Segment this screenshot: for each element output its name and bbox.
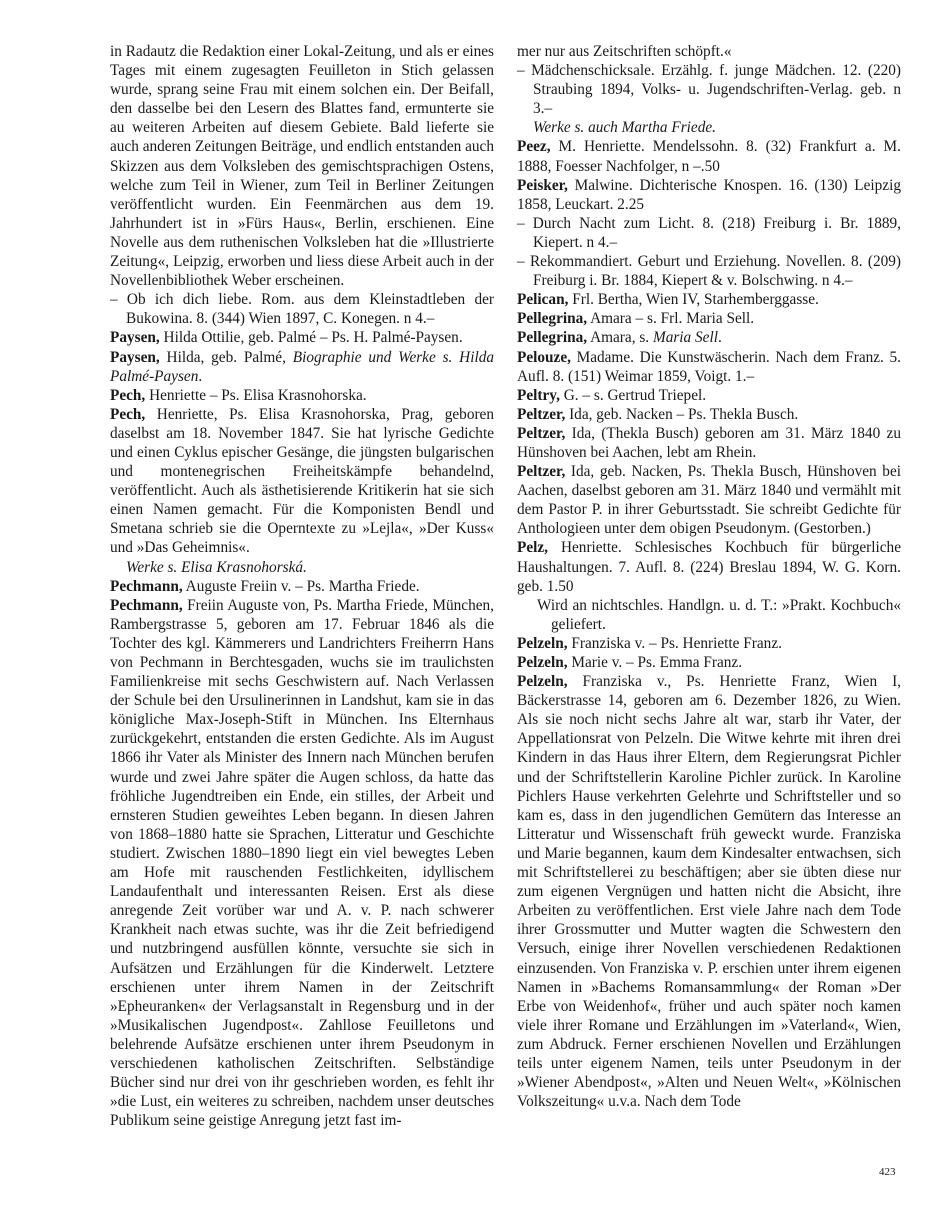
book-entry [517, 252, 901, 290]
text: Madame. Die Kunstwäscherin. Nach dem Franz. 5. Aufl. 8. (151) Weimar 1859, Voigt. 1.– [517, 348, 901, 385]
tail: . [198, 367, 203, 385]
entry-pechmann-1 [110, 577, 494, 596]
entry-peltzer-1 [517, 405, 901, 424]
text: Malwine. Dichterische Knospen. 16. (130) Leipzig 1858, Leuckart. 2.25 [517, 176, 901, 213]
text: G. – s. Gertrud Triepel. [559, 386, 707, 404]
text: Henriette. Schlesisches Kochbuch für bürgerliche Haushaltungen. 7. Aufl. 8. (224) Breslau 1894, W. G. Korn. geb. 1.50 [517, 539, 901, 595]
entry-peltry [517, 386, 901, 405]
works-reference [110, 558, 494, 577]
entry-headword: Peltzer, [517, 463, 566, 481]
entry-headword: Pelouze, [517, 348, 571, 366]
text: Wird an nichtschles. Handlgn. u. d. T.: »Prakt. Kochbuch« geliefert. [537, 596, 901, 633]
text: Franziska v., Ps. Henriette Franz, Wien I, Bäckerstrasse 14, geboren am 6. Dezember 1826, zu Wien. Als sie noch nicht sechs Jahre alt war, starb ihr Vater, der Appellationsrat von Pelzeln. Die Witwe kehrte mit ihren drei Kindern in das Haus ihrer Eltern, dem Regierungsrat Pichler und der Schriftstellerin Karoline Pichler zurück. In Karoline Pichlers Hause verkehrten Gelehrte und Schriftsteller und so kam es, dass in den jugendlichen Gemütern das Interesse an Litteratur und Wissenschaft früh geweckt wurde. Franziska und Marie begannen, kaum dem Kindesalter entwachsen, sich mit Schriftstellerei zu beschäftigen; aber sie übten diese nur zum eigenen Vergnügen und hatten nicht die Absicht, ihre Arbeiten zu veröffentlichen. Erst viele Jahre nach dem Tode ihrer Grossmutter und Mutter wagten die Schwestern den Versuch, einige ihrer Novellen verschiedenen Redaktionen einzusenden. Von Franziska v. P. erschien unter ihrem eigenen Namen in »Bachems Romansammlung« der Roman »Der Erbe von Weidenhof«, früher und auch später noch kamen viele ihrer Romane und Erzählungen im »Vaterland«, Wien, zum Abdruck. Ferner erschienen Novellen und Erzählungen teils unter eigenem Namen, teils unter Pseudonym in der »Wiener Abendpost«, »Alten und Neuen Welt«, »Kölnischen Volkszeitung« u.v.a. Nach dem Tode [517, 673, 901, 1111]
paragraph-continuation [110, 42, 494, 290]
book-entry [517, 214, 901, 252]
entry-headword: Paysen, [110, 329, 160, 347]
text: Amara, s. [587, 329, 653, 347]
entry-pechmann-2 [110, 596, 494, 1131]
text: Amara – s. Frl. Maria Sell. [587, 310, 755, 328]
entry-headword: Pelz, [517, 539, 548, 557]
entry-headword: Pelzeln, [517, 673, 568, 691]
entry-paysen-1 [110, 328, 494, 347]
ital: Werke s. Elisa Krasnohorská. [126, 558, 307, 576]
book-entry [110, 290, 494, 328]
book-entry [517, 61, 901, 118]
works-reference [517, 118, 901, 137]
left-column [110, 42, 494, 1130]
entry-peltzer-3 [517, 462, 901, 538]
entry-pech-1 [110, 386, 494, 405]
text: Henriette, Ps. Elisa Krasnohorska, Prag, geboren daselbst am 18. November 1847. Sie hat lyrische Gedichte und einen Cyklus epischer Gesänge, die jüngsten bulgarischen und montenegrischen Freiheitskämpfe behandelnd, veröffentlicht. Auch als ästhetisierende Kritikerin hat sie sich einen Namen gemacht. Für die Komponisten Bendl und Smetana schrieb sie die Operntexte zu »Lejla«, »Der Kuss« und »Das Geheimnis«. [110, 405, 494, 557]
ital: Werke s. auch Martha Friede. [533, 119, 716, 137]
ital: Maria Sell [652, 329, 718, 347]
entry-peez [517, 137, 901, 175]
text: Hilda Ottilie, geb. Palmé – Ps. H. Palmé-Paysen. [159, 329, 463, 347]
entry-headword: Pellegrina, [517, 329, 588, 347]
page-number: 423 [879, 1166, 896, 1178]
entry-headword: Pellegrina, [517, 310, 588, 328]
entry-pellegrina-2 [517, 328, 901, 347]
entry-pelzeln-2 [517, 653, 901, 672]
text: Ida, geb. Nacken – Ps. Thekla Busch. [565, 405, 799, 423]
entry-headword: Peez, [517, 138, 551, 156]
entry-headword: Peltry, [517, 386, 560, 404]
tail: . [717, 329, 722, 347]
entry-headword: Peisker, [517, 176, 568, 194]
text: Marie v. – Ps. Emma Franz. [567, 654, 743, 671]
entry-headword: Paysen, [110, 348, 160, 366]
entry-headword: Pechmann, [110, 577, 183, 595]
text: Hilda, geb. Palmé, [159, 348, 293, 366]
entry-headword: Pelican, [517, 291, 569, 309]
entry-pellegrina-1 [517, 309, 901, 328]
text: Frl. Bertha, Wien IV, Starhemberggasse. [568, 291, 819, 309]
entry-headword: Pech, [110, 405, 146, 423]
entry-peisker [517, 176, 901, 214]
entry-pelz [517, 538, 901, 595]
text: Freiin Auguste von, Ps. Martha Friede, München, Rambergstrasse 5, geboren am 17. Februar 1846 als die Tochter des kgl. Kämmerers und Landrichters Freiherrn Hans von Pechmann in Berchtesgaden, wuchs sie im traulichsten Familienkreise mit sechs Geschwistern auf. Nach Verlassen der Schule bei den Ursulinerinnen in Landshut, kam sie in das königliche Max-Joseph-Stift in München. Ins Elternhaus zurückgekehrt, entstanden die ersten Gedichte. Als im August 1866 ihr Vater als Minister des Innern nach München berufen wurde und zwei Jahre später die Augen schloss, da hatte das fröhliche Jugendtreiben ein Ende, ein stilles, der Arbeit und ernsteren Studien geweihtes Leben begann. In diesen Jahren von 1868–1880 hatte sie Sprachen, Litteratur und Geschichte studiert. Zwischen 1880–1890 liegt ein viel bewegtes Leben am Hofe mit rauschenden Festlichkeiten, idyllischem Landaufenthalt und interessanten Reisen. Erst als diese anregende Zeit vorüber war und A. v. P. nach schwerer Krankheit nach etwas suchte, was ihr die Zeit befriedigend und nutzbringend ausfüllen könnte, versuchte sie sich in Aufsätzen und Erzählungen für die Kinderwelt. Letztere erschienen unter ihrem Namen in der Zeitschrift »Epheuranken« der Verlagsanstalt in Regensburg und in der »Musikalischen Jugendpost«. Zahllose Feuilletons und belehrende Aufsätze erschienen unter ihrem Pseudonym in verschiedenen katholischen Zeitschriften. Selbständige Bücher sind nur drei von ihr geschrieben worden, es fehlt ihr »die Lust, ein weiteres zu schreiben, nachdem unser deutsches Publikum seine geistige Anregung jetzt fast im- [110, 596, 494, 1130]
ital: Biographie und Werke s. Hilda Palmé-Paysen [110, 348, 494, 385]
text: mer nur aus Zeitschriften schöpft.« [517, 43, 732, 60]
text: Henriette – Ps. Elisa Krasnohorska. [145, 386, 367, 404]
text: Franziska v. – Ps. Henriette Franz. [567, 634, 782, 652]
entry-pelzeln-3 [517, 672, 901, 1111]
entry-pelzeln-1 [517, 634, 901, 653]
entry-headword: Pelzeln, [517, 634, 568, 652]
entry-paysen-2 [110, 348, 494, 386]
text: – Ob ich dich liebe. Rom. aus dem Kleinstadtleben der Bukowina. 8. (344) Wien 1897, C. Konegen. n 4.– [110, 291, 494, 328]
entry-headword: Pechmann, [110, 596, 183, 614]
paragraph-continuation [517, 42, 901, 61]
entry-headword: Pech, [110, 386, 146, 404]
entry-pelouze [517, 348, 901, 386]
entry-headword: Peltzer, [517, 405, 566, 423]
text: Ida, (Thekla Busch) geboren am 31. März 1840 zu Hünshoven bei Aachen, lebt am Rhein. [517, 424, 901, 461]
text: M. Henriette. Mendelssohn. 8. (32) Frankfurt a. M. 1888, Foesser Nachfolger, n –.50 [517, 138, 901, 175]
entry-pech-2 [110, 405, 494, 558]
text: in Radautz die Redaktion einer Lokal-Zeitung, und als er eines Tages mit einem zugesagten Feuilleton in Stich gelassen wurde, sprang seine Frau mit einem solchen ein. Der Beifall, den dasselbe bei den Lesern des Blattes fand, ermunterte sie au weiteren Arbeiten auf diesem Gebiete. Bald lieferte sie auch anderen Zeitungen Beiträge, und endlich entstanden auch Skizzen aus dem Volksleben des gemischtsprachigen Ostens, welche zum Teil in Wiener, zum Teil in Berliner Zeitungen veröffentlicht wurden. Ein Feenmärchen aus dem 19. Jahrhundert ist in »Fürs Haus«, Berlin, erschienen. Eine Novelle aus dem ruthenischen Volksleben hat die »Illustrierte Zeitung«, Leipzig, erworben und liess diese Arbeit auch in der Novellenbibliothek Weber erscheinen. [110, 43, 494, 290]
text: Ida, geb. Nacken, Ps. Thekla Busch, Hünshoven bei Aachen, daselbst geboren am 31. März 1840 und vermählt mit dem Pastor P. in ihrer Geburtsstadt. Sie schreibt Gedichte für Anthologieen unter dem obigen Pseudonym. (Gestorben.) [517, 463, 901, 538]
entry-pelican [517, 290, 901, 309]
right-column [517, 42, 901, 1111]
text: Auguste Freiin v. – Ps. Martha Friede. [182, 577, 420, 595]
text: – Durch Nacht zum Licht. 8. (218) Freiburg i. Br. 1889, Kiepert. n 4.– [517, 214, 901, 251]
entry-headword: Peltzer, [517, 424, 566, 442]
entry-note [517, 596, 901, 634]
entry-headword: Pelzeln, [517, 654, 568, 671]
text: – Rekommandiert. Geburt und Erziehung. Novellen. 8. (209) Freiburg i. Br. 1884, Kiepert & v. Bolschwing. n 4.– [517, 253, 901, 290]
entry-peltzer-2 [517, 424, 901, 462]
text: – Mädchenschicksale. Erzählg. f. junge Mädchen. 12. (220) Straubing 1894, Volks- u. Jugendschriften-Verlag. geb. n 3.– [517, 62, 901, 118]
